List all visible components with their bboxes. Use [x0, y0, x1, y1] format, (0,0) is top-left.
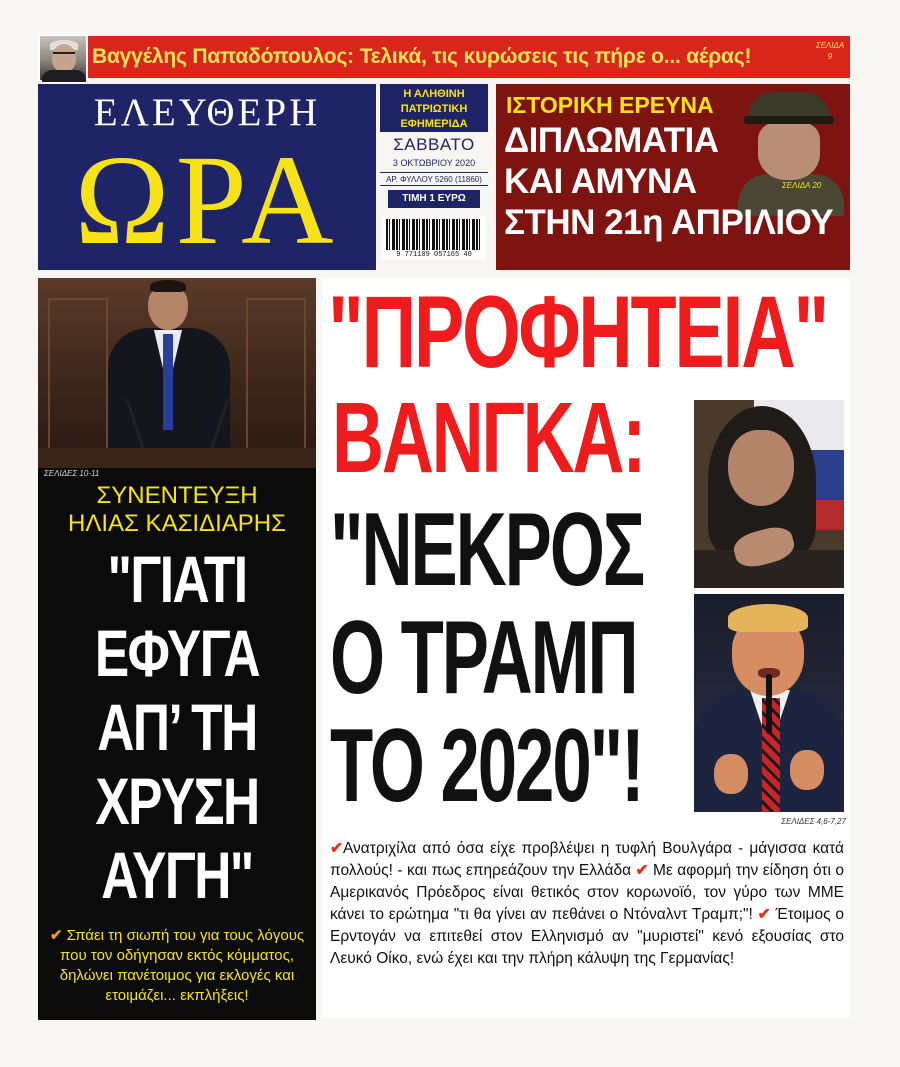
check-icon: ✔ — [330, 840, 343, 857]
interview-quote-line: ΕΦΥΓΑ — [94, 616, 260, 690]
interview-story[interactable] — [38, 468, 316, 1020]
issue-price: ΤΙΜΗ 1 ΕΥΡΩ — [388, 190, 480, 208]
history-feature[interactable] — [496, 84, 850, 270]
tagline — [380, 84, 488, 132]
top-page-ref — [812, 40, 848, 74]
main-quote — [330, 492, 700, 826]
main-story[interactable] — [322, 275, 850, 1018]
check-icon: ✔ — [49, 927, 63, 944]
issue-day: ΣΑΒΒΑΤΟ — [393, 135, 475, 154]
history-headline-line: ΣΤΗΝ 21η ΑΠΡΙΛΙΟΥ — [504, 203, 834, 242]
top-page-number: 9 — [827, 52, 833, 61]
main-quote-line: "ΝΕΚΡΟΣ — [330, 492, 644, 608]
history-headline — [504, 120, 834, 268]
main-title-line2: ΒΑΝΓΚΑ: — [332, 382, 645, 494]
interview-kicker — [38, 482, 316, 538]
tagline-line: Η ΑΛΗΘΙΝΗ — [403, 88, 465, 100]
interview-quote — [69, 542, 286, 912]
interview-page-ref: ΣΕΛΙΔΕΣ 10-11 — [44, 469, 100, 478]
check-icon: ✔ — [757, 906, 771, 923]
issue-info — [380, 84, 488, 270]
main-quote-line: Ο ΤΡΑΜΠ — [330, 600, 637, 716]
masthead-small-title: ΕΛΕΥΘΕΡΗ — [93, 91, 321, 134]
person-portrait-icon — [38, 34, 88, 82]
main-quote-line: ΤΟ 2020"! — [330, 708, 643, 824]
barcode — [382, 216, 486, 260]
top-headline[interactable]: Βαγγέλης Παπαδόπουλος: Τελικά, τις κυρώσεις τις πήρε ο... αέρας! — [92, 45, 752, 68]
kasidiaris-photo — [38, 278, 316, 468]
tagline-line: ΠΑΤΡΙΩΤΙΚΗ — [400, 103, 468, 115]
interview-subtext — [48, 926, 306, 1012]
interview-quote-line: "ΓΙΑΤΙ — [107, 542, 247, 616]
barcode-bars — [386, 219, 482, 250]
history-headline-line: ΚΑΙ ΑΜΥΝΑ — [504, 162, 697, 201]
tagline-line: ΕΦΗΜΕΡΙΔΑ — [400, 118, 468, 130]
main-page-ref: ΣΕΛΙΔΕΣ 4,6-7,27 — [781, 817, 846, 826]
masthead-big-title: ΩΡΑ — [74, 129, 340, 271]
history-headline-line: ΔΙΠΛΩΜΑΤΙΑ — [504, 121, 719, 160]
trump-photo — [694, 594, 844, 812]
interview-quote-line: ΑΥΓΗ" — [101, 838, 253, 912]
main-body-part: Έτοιμος ο Ερντογάν να επιτεθεί στον Ελληνισμό αν "μυριστεί" κενό εξουσίας στο Λευκό Οίκο, ενώ έχει και την πλήρη κάλυψη της Γερμανίας! — [330, 906, 844, 967]
vanga-photo — [694, 400, 844, 588]
interview-quote-line: ΑΠ’ ΤΗ — [97, 690, 257, 764]
barcode-number: 9 771109 057165 40 — [396, 251, 472, 259]
interview-quote-line: ΧΡΥΣΗ — [95, 764, 259, 838]
interview-subtext-body: Σπάει τη σιωπή του για τους λόγους που τον οδήγησαν εκτός κόμματος, δηλώνει πανέτοιμος για εκλογές και ετοιμάζει... εκπλήξεις! — [59, 927, 305, 1004]
main-body-text — [330, 838, 844, 1014]
interview-kicker-line: ΗΛΙΑΣ ΚΑΣΙΔΙΑΡΗΣ — [68, 510, 286, 537]
history-kicker: ΙΣΤΟΡΙΚΗ ΕΡΕΥΝΑ — [506, 92, 714, 118]
top-page-label: ΣΕΛΙΔΑ — [815, 41, 845, 50]
history-page-ref: ΣΕΛΙΔΑ 20 — [782, 181, 822, 190]
check-icon: ✔ — [635, 862, 649, 879]
issue-date: 3 ΟΚΤΩΒΡΙΟΥ 2020 — [392, 158, 476, 168]
main-title-line1: "ΠΡΟΦΗΤΕΙΑ" — [328, 275, 828, 389]
issue-number: ΑΡ. ΦΥΛΛΟΥ 5260 (11860) — [380, 172, 488, 186]
masthead-logo[interactable] — [38, 84, 376, 270]
interview-kicker-line: ΣΥΝΕΝΤΕΥΞΗ — [96, 482, 258, 509]
main-body-part: Ανατριχίλα από όσα είχε προβλέψει η τυφλή Βουλγάρα - μάγισσα κατά πολλούς! - και πως επηρεάζουν την Ελλάδα — [330, 840, 844, 879]
main-body-part: Με αφορμή την είδηση ότι ο Αμερικανός Πρόεδρος είναι θετικός στον κορωνοϊό, τον γύρο των ΜΜΕ κάνει το ερώτημα "τι θα γίνει αν πεθάνει ο Ντόναλντ Τραμπ;"! — [330, 862, 845, 923]
